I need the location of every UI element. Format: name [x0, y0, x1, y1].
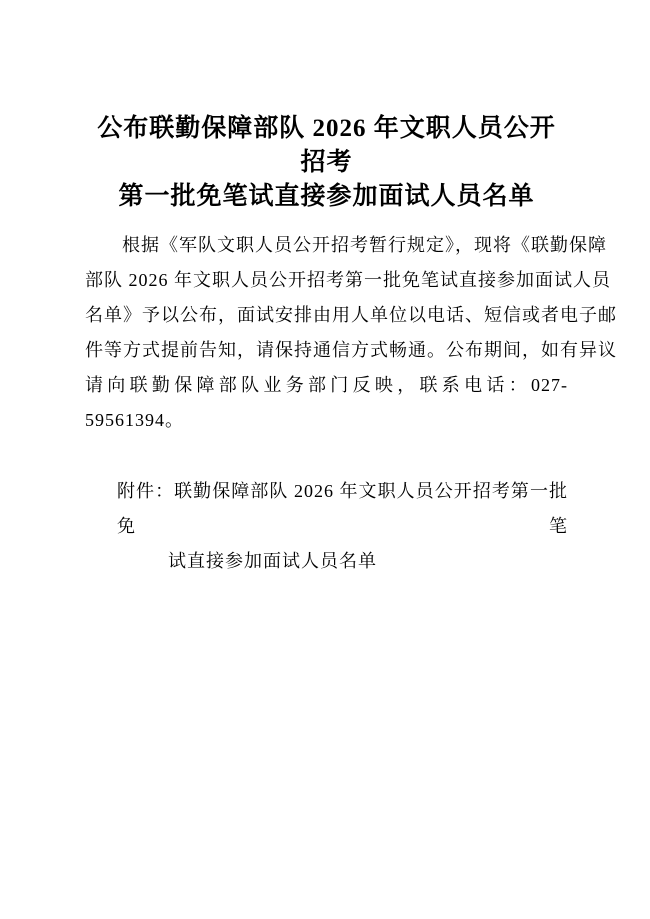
- document-title: [85, 0, 568, 214]
- attachment-label: 附件：: [117, 481, 175, 501]
- body-line: 根据《军队文职人员公开招考暂行规定》，现将《联勤保障: [122, 235, 607, 255]
- title-line-2: 第一批免笔试直接参加面试人员名单: [118, 183, 535, 210]
- attachment-text-line-1: 联勤保障部队 2026 年文职人员公开招考第一批免笔: [117, 481, 569, 536]
- body-line: 件等方式提前告知，请保持通信方式畅通。公布期间，如有异议: [85, 340, 617, 360]
- body-line: 请向联勤保障部队业务部门反映，联系电话：027-59561394。: [85, 375, 568, 430]
- attachment-line-2: 试直接参加面试人员名单: [168, 551, 377, 571]
- body-paragraph: [85, 228, 617, 438]
- title-line-1: 公布联勤保障部队 2026 年文职人员公开招考: [97, 115, 556, 176]
- body-line: 部队 2026 年文职人员公开招考第一批免笔试直接参加面试人员: [85, 270, 611, 290]
- body-line: 名单》予以公布，面试安排由用人单位以电话、短信或者电子邮: [85, 305, 617, 325]
- attachment-section: [85, 474, 568, 579]
- attachment-line-1: [85, 474, 568, 544]
